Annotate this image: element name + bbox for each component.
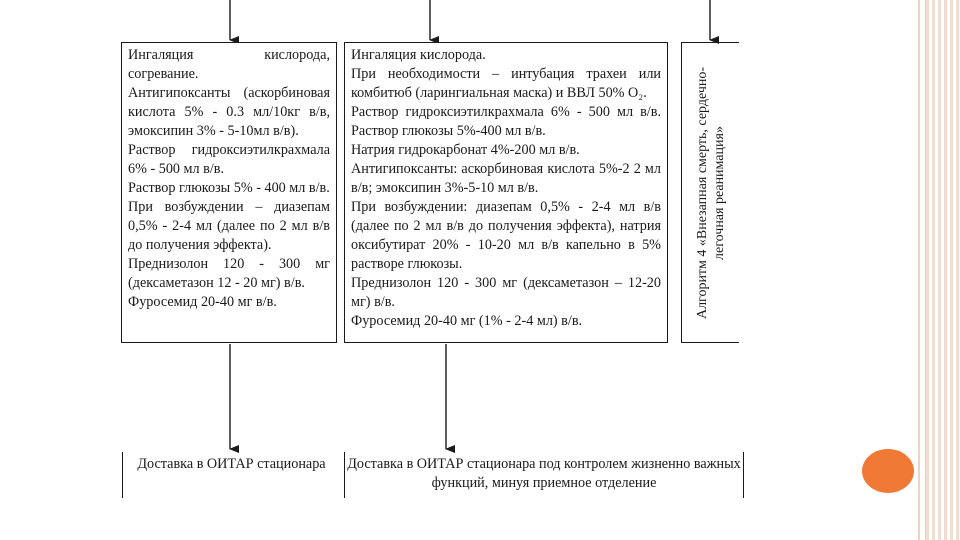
left-line: Фуросемид 20-40 мг в/в.	[128, 294, 277, 310]
left-line: Антигипоксанты (аскорбиновая кислота 5% - 0.3 мл/10кг в/в, эмоксипин 3% - 5-10мл в/в).	[128, 85, 330, 139]
middle-line: Фуросемид 20-40 мг (1% - 2-4 мл) в/в.	[351, 313, 583, 329]
left-line: При возбуждении – диазепам 0,5% - 2-4 мл (далее по 2 мл в/в до получения эффекта).	[128, 199, 330, 253]
middle-line: При необходимости – интубация трахеи или комбитюб (ларингиальная маска) и ВВЛ 50% О₂.	[351, 66, 661, 101]
middle-line: Ингаляция кислорода.	[351, 47, 486, 63]
left-line: Раствор глюкозы 5% - 400 мл в/в.	[128, 180, 330, 196]
middle-line: Преднизолон 120 - 300 мг (дексаметазон – 12-20 мг) в/в.	[351, 275, 661, 310]
left-line: Преднизолон 120 - 300 мг (дексаметазон 12 - 20 мг) в/в.	[128, 256, 330, 291]
algorithm-reference-text: Алгоритм 4 «Внезапная смерть, сердечно-легочная реанимация»	[694, 66, 727, 319]
middle-line: Натрия гидрокарбонат 4%-200 мл в/в.	[351, 142, 580, 158]
left-treatment-box	[121, 42, 337, 343]
middle-line: При возбуждении: диазепам 0,5% - 2-4 мл в/в (далее по 2 мл в/в до получения эффекта), натрия оксибутират 20% - 10-20 мл в/в капельно в 5% растворе глюкозы.	[351, 199, 661, 272]
middle-line: Антигипоксанты: аскорбиновая кислота 5%-2 2 мл в/в; эмоксипин 3%-5-10 мл в/в.	[351, 161, 661, 196]
destination-right: Доставка в ОИТАР стационара под контролем жизненно важных функций, минуя приемное отделение	[344, 452, 744, 498]
left-line: Ингаляция кислорода, согревание.	[128, 47, 330, 82]
middle-line: Раствор гидроксиэтилкрахмала 6% - 500 мл в/в. Раствор глюкозы 5%-400 мл в/в.	[351, 104, 661, 139]
destination-left: Доставка в ОИТАР стационара	[122, 452, 340, 498]
left-line: Раствор гидроксиэтилкрахмала 6% - 500 мл в/в.	[128, 142, 330, 177]
algorithm-reference-box	[681, 42, 739, 343]
middle-treatment-box	[344, 42, 668, 343]
